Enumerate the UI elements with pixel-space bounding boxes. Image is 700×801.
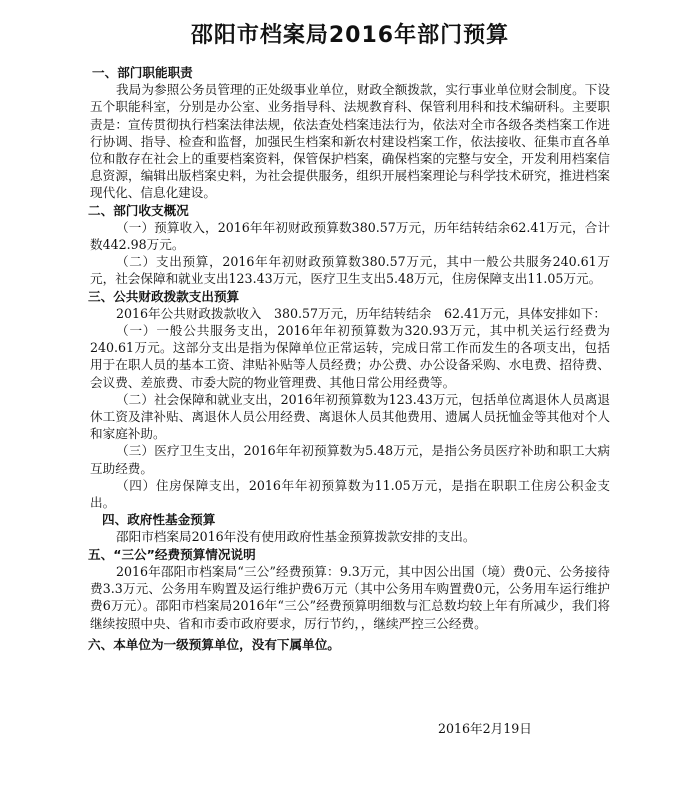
section-heading-3: 三、公共财政拨款支出预算: [88, 288, 240, 304]
section-3-intro: 2016年公共财政拨款收入 380.57万元，历年结转结余 62.41万元，具体安排如下：: [116, 305, 606, 321]
section-3-paragraph-3: （三）医疗卫生支出，2016年年初预算数为5.48万元，是指公务员医疗补助和职工大病互助经费。: [90, 443, 610, 476]
document-date: 2016年2月19日: [438, 721, 532, 736]
section-heading-2: 二、部门收支概况: [88, 202, 189, 218]
section-4-text: 邵阳市档案局2016年没有使用政府性基金预算拨款安排的支出。: [116, 529, 476, 545]
document-body: [90, 64, 610, 653]
section-2-paragraph-2: （二）支出预算，2016年年初财政预算数380.57万元，其中一般公共服务240.61万元，社会保障和就业支出123.43万元，医疗卫生支出5.48万元，住房保障支出11.05万元。: [90, 254, 610, 287]
section-3-paragraph-1: （一）一般公共服务支出，2016年年初预算数为320.93万元，其中机关运行经费为240.61万元。这部分支出是指为保障单位正常运转，完成日常工作而发生的各项支出，包括用于在职人员的基本工资、津贴补贴等人员经费；办公费、办公设备采购、水电费、招待费、会议费、差旅费、市委大院的物业管理费、其他日常公用经费等。: [90, 323, 610, 390]
section-3-paragraph-2: （二）社会保障和就业支出，2016年初预算数为123.43万元，包括单位离退休人员离退休工资及津补贴、离退休人员公用经费、离退休人员其他费用、遗属人员抚恤金等其他对个人和家庭补助。: [90, 391, 610, 442]
section-2-paragraph-1: （一）预算收入，2016年年初财政预算数380.57万元，历年结转结余62.41万元，合计数442.98万元。: [90, 219, 610, 253]
section-1-text: 我局为参照公务员管理的正处级事业单位，财政全额拨款，实行事业单位财会制度。下设五个职能科室，分别是办公室、业务指导科、法规教育科、保管利用科和技术编研科。主要职责是：宣传贯彻执行档案法律法规，依法查处档案违法行为，依法对全市各级各类档案工作进行协调、指导、检查和监督，加强民生档案和新农村建设档案工作，依法接收、征集市直各单位和散存在社会上的重要档案资料，保管保护档案，确保档案的完整与安全，开发利用档案信息资源，编辑出版档案史料，为社会提供服务，组织开展档案理论与科学技术研究，推进档案现代化、信息化建设。: [90, 82, 610, 201]
section-heading-4: 四、政府性基金预算: [102, 512, 216, 528]
section-5-text: 2016年邵阳市档案局“三公”经费预算：9.3万元，其中因公出国（境）费0元、公务接待费3.3万元、公务用车购置及运行维护费6万元（其中公务用车购置费0元，公务用车运行维护费6万元）。邵阳市档案局2016年“三公”经费预算明细数与汇总数均较上年有所减少，我们将继续按照中央、省和市委市政府要求，厉行节约，，继续严控三公经费。: [90, 563, 610, 631]
page-title: 邵阳市档案局2016年部门预算: [190, 23, 510, 48]
section-3-paragraph-4: （四）住房保障支出，2016年年初预算数为11.05万元，是指在职职工住房公积金支出。: [90, 477, 610, 511]
section-heading-1: 一、部门职能职责: [92, 65, 193, 80]
section-heading-5: 五、“三公”经费预算情况说明: [88, 546, 256, 562]
section-heading-6: 六、本单位为一级预算单位，没有下属单位。: [88, 636, 340, 652]
